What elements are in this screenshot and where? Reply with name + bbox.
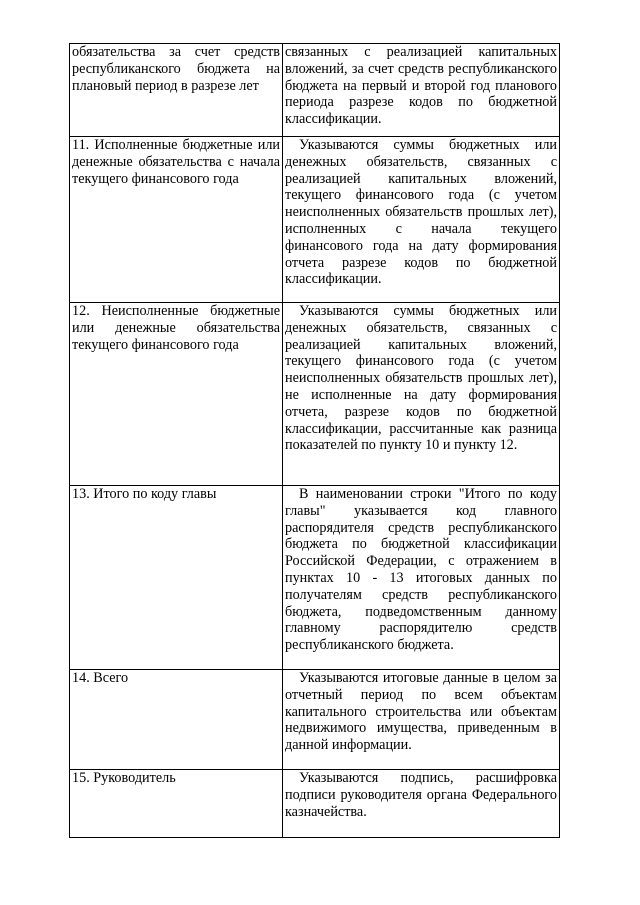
row-item-label: 14. Всего — [70, 670, 283, 770]
row-item-label: 15. Руководитель — [70, 770, 283, 838]
row-item-label: 13. Итого по коду главы — [70, 486, 283, 670]
table-row — [70, 137, 560, 303]
row-item-label: 12. Неисполненные бюджетные или денежные обязательства текущего финансового года — [70, 303, 283, 486]
row-item-label: 11. Исполненные бюджетные или денежные обязательства с начала текущего финансового года — [70, 137, 283, 303]
row-item-description: Указываются суммы бюджетных или денежных обязательств, связанных с реализацией капитальных вложений, текущего финансового года (с учетом неисполненных обязательств прошлых лет), исполненных с начала текущего финансового года на дату формирования отчета разрезе кодов по бюджетной классификации. — [285, 137, 557, 288]
row-item-label: обязательства за счет средств республиканского бюджета на плановый период в разрезе лет — [70, 44, 283, 137]
table-row — [70, 44, 560, 137]
row-item-description: связанных с реализацией капитальных вложений, за счет средств республиканского бюджета на первый и второй год планового периода разрезе кодов по бюджетной классификации. — [283, 44, 560, 137]
row-item-description: В наименовании строки "Итого по коду главы" указывается код главного распорядителя средств республиканского бюджета по бюджетной классификации Российской Федерации, с отражением в пунктах 10 - 13 итоговых данных по получателям средств республиканского бюджета, подведомственным данному главному распорядителю средств республиканского бюджета. — [285, 486, 557, 654]
rules-table — [69, 43, 560, 838]
row-item-description: Указываются подпись, расшифровка подписи руководителя органа Федерального казначейства. — [285, 770, 557, 820]
table-row — [70, 486, 560, 670]
table-row — [70, 770, 560, 838]
row-item-description: Указываются итоговые данные в целом за отчетный период по всем объектам капитального строительства или объектам недвижимого имущества, приведенным в данной информации. — [285, 670, 557, 754]
table-row — [70, 670, 560, 770]
table-row — [70, 303, 560, 486]
row-item-description: Указываются суммы бюджетных или денежных обязательств, связанных с реализацией капитальных вложений, текущего финансового года (с учетом неисполненных обязательств прошлых лет), не исполненные на дату формирования отчета, разрезе кодов по бюджетной классификации, рассчитанные как разница показателей по пункту 10 и пункту 12. — [285, 303, 557, 454]
